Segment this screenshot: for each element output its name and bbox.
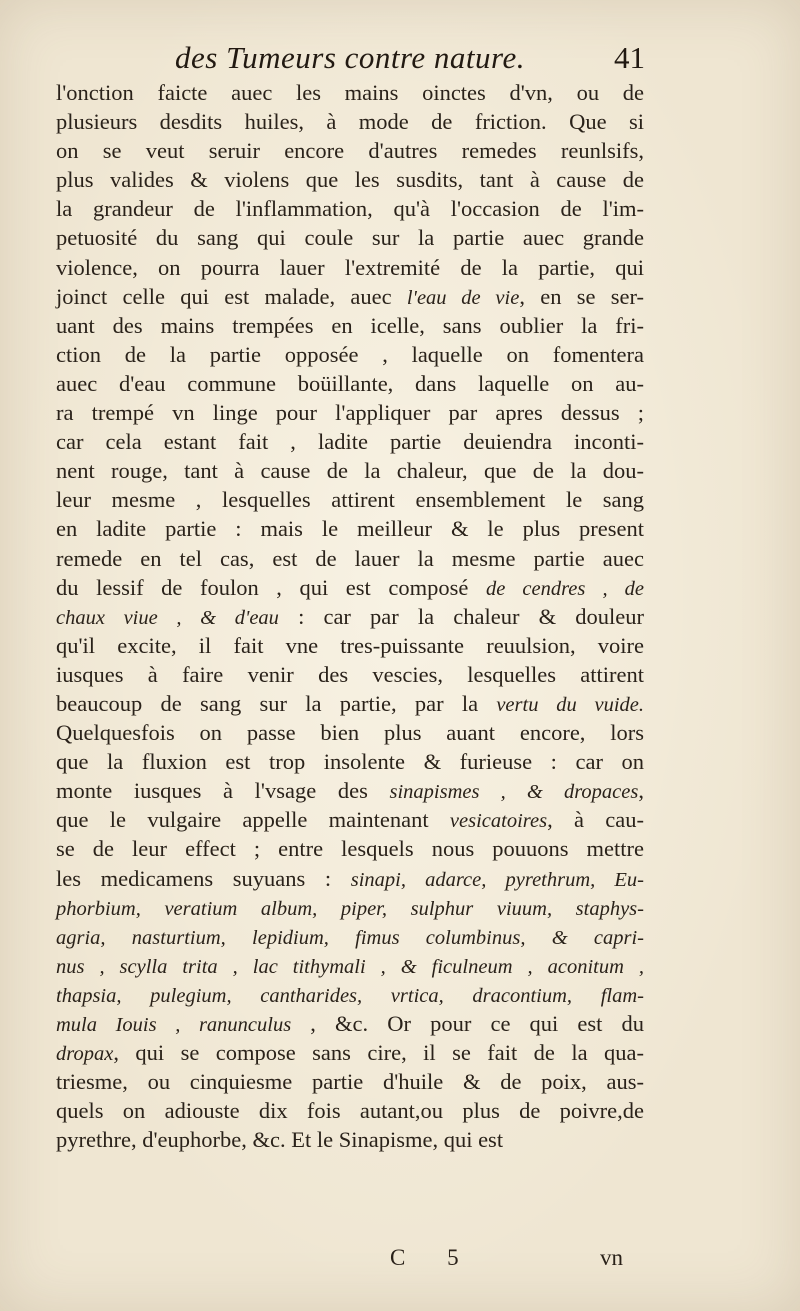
text-segment: violence, on pourra lauer l'extremité de la partie, qui <box>56 254 644 280</box>
text-segment: pyrethre, d'euphorbe, &c. Et le Sinapisme, qui est <box>56 1127 504 1153</box>
text-segment: car cela estant fait , ladite partie deuiendra inconti- <box>56 429 644 455</box>
text-segment: nent rouge, tant à cause de la chaleur, que de la dou- <box>56 458 644 484</box>
text-line <box>56 78 644 107</box>
italic-segment: vesicatoires <box>449 810 548 833</box>
text-segment: uant des mains trempées en icelle, sans oublier la fri- <box>56 312 644 338</box>
italic-segment: agria, nasturtium, lepidium, fimus columbinus, & capri- <box>56 926 644 949</box>
text-line <box>56 1038 644 1067</box>
text-line <box>56 311 644 340</box>
text-line <box>56 980 644 1009</box>
text-line <box>56 1009 644 1038</box>
text-segment: joinct celle qui est malade, auec <box>56 283 407 309</box>
text-line <box>56 893 644 922</box>
text-segment: que le vulgaire appelle maintenant <box>56 807 450 833</box>
text-line <box>56 369 644 398</box>
text-line <box>56 834 644 863</box>
text-segment: beaucoup de sang sur la partie, par la <box>56 690 497 716</box>
italic-segment: dropax <box>56 1043 114 1066</box>
text-segment: qu'il excite, il fait vne tres-puissante reuulsion, voire <box>56 632 644 658</box>
italic-segment: vertu du vuide. <box>496 693 644 716</box>
text-line <box>56 864 644 893</box>
italic-segment: nus , scylla trita , lac tithymali , & ficulneum , aconitum , <box>56 955 644 978</box>
text-segment: Quelquesfois on passe bien plus auant encore, lors <box>56 720 644 746</box>
text-segment: , à cau- <box>547 807 645 833</box>
text-line <box>56 282 644 311</box>
text-line <box>56 136 644 165</box>
text-line <box>56 602 644 631</box>
text-line <box>56 485 644 514</box>
text-segment: iusques à faire venir des vescies, lesquelles attirent <box>56 661 644 687</box>
text-segment: leur mesme , lesquelles attirent ensemblement le sang <box>56 487 644 513</box>
text-segment: , &c. Or pour ce qui est du <box>291 1011 644 1036</box>
text-line <box>56 689 644 718</box>
text-line <box>56 573 644 602</box>
text-line <box>56 747 644 776</box>
text-segment: : car par la chaleur & douleur <box>278 603 644 629</box>
text-segment: les medicamens suyuans : <box>56 865 351 891</box>
italic-segment: sinapismes , & dropaces <box>389 781 639 804</box>
text-segment: on se veut seruir encore d'autres remedes reunlsifs, <box>56 138 644 164</box>
text-segment: , en se ser- <box>519 283 645 309</box>
text-line <box>56 456 644 485</box>
text-segment: petuosité du sang qui coule sur la partie auec grande <box>56 225 644 251</box>
catchword: vn <box>600 1245 623 1270</box>
text-segment: remede en tel cas, est de lauer la mesme partie auec <box>56 545 644 571</box>
text-segment: du lessif de foulon , qui est composé <box>56 574 486 600</box>
running-head <box>0 40 800 80</box>
text-line <box>56 631 644 660</box>
text-line <box>56 544 644 573</box>
text-segment: auec d'eau commune boüillante, dans laquelle on au- <box>56 370 644 396</box>
text-line <box>56 1067 644 1096</box>
text-line <box>56 1096 644 1125</box>
text-segment: triesme, ou cinquiesme partie d'huile & de poix, aus- <box>56 1069 644 1095</box>
italic-segment: chaux viue , & d'eau <box>56 606 279 629</box>
italic-segment: l'eau de vie <box>406 286 520 309</box>
text-segment: la grandeur de l'inflammation, qu'à l'occasion de l'im- <box>56 196 644 222</box>
italic-segment: phorbium, veratium album, piper, sulphur viuum, staphys- <box>56 897 644 920</box>
text-line <box>56 660 644 689</box>
text-line <box>56 107 644 136</box>
text-segment: se de leur effect ; entre lesquels nous pouuons mettre <box>56 836 644 862</box>
text-segment: plusieurs desdits huiles, à mode de friction. Que si <box>56 109 644 135</box>
text-segment: quels on adiouste dix fois autant,ou plus de poivre,de <box>56 1098 644 1124</box>
text-line <box>56 340 644 369</box>
body-text <box>56 78 644 1154</box>
text-segment: que la fluxion est trop insolente & furieuse : car on <box>56 749 644 775</box>
italic-segment: de cendres , de <box>485 577 644 600</box>
text-segment: , <box>638 778 644 804</box>
text-line <box>56 951 644 980</box>
text-line <box>56 253 644 282</box>
text-line <box>56 1125 644 1154</box>
text-line <box>56 776 644 805</box>
text-line <box>56 427 644 456</box>
text-segment: plus valides & violens que les susdits, tant à cause de <box>56 167 644 193</box>
running-title: des Tumeurs contre nature. <box>175 40 525 75</box>
page-number: 41 <box>614 40 645 75</box>
text-segment: en ladite partie : mais le meilleur & le plus present <box>56 516 644 542</box>
page-footer <box>0 1245 800 1275</box>
italic-segment: thapsia, pulegium, cantharides, vrtica, dracontium, flam- <box>56 984 644 1007</box>
italic-segment: sinapi, adarce, pyrethrum, Eu- <box>350 868 645 891</box>
text-line <box>56 165 644 194</box>
text-line <box>56 223 644 252</box>
text-segment: monte iusques à l'vsage des <box>56 778 390 804</box>
text-line <box>56 805 644 834</box>
text-segment: l'onction faicte auec les mains oinctes d'vn, ou de <box>56 80 644 105</box>
text-line <box>56 718 644 747</box>
italic-segment: mula Iouis , ranunculus <box>56 1014 292 1036</box>
text-line <box>56 922 644 951</box>
text-segment: ra trempé vn linge pour l'appliquer par apres dessus ; <box>56 400 644 426</box>
text-segment: , qui se compose sans cire, il se fait de la qua- <box>113 1040 644 1066</box>
text-line <box>56 194 644 223</box>
text-line <box>56 398 644 427</box>
text-segment: ction de la partie opposée , laquelle on fomentera <box>56 341 644 367</box>
signature-mark: C 5 <box>390 1245 477 1270</box>
text-line <box>56 514 644 543</box>
